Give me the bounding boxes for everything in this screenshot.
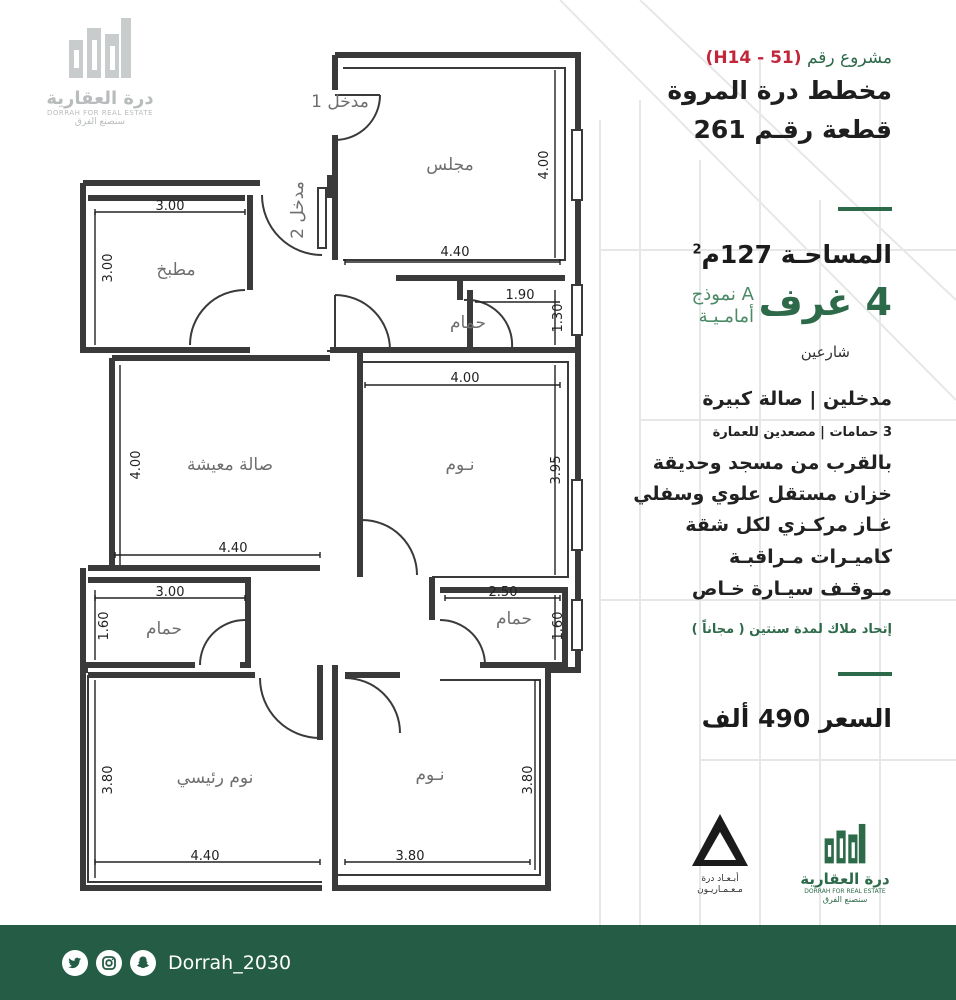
dim-label: 4.40	[190, 849, 220, 864]
dim-label: 1.90	[505, 288, 535, 303]
partner-line1: أبـعـاد درة	[701, 874, 739, 884]
feature-item: مدخلين | صالة كبيرة	[702, 388, 892, 410]
brand-name-en: DORRAH FOR REAL ESTATE	[804, 888, 886, 895]
brand-name-en: DORRAH FOR REAL ESTATE	[47, 109, 153, 117]
feature-item: غـاز مركـزي لكل شقة	[685, 514, 892, 536]
room-label-bedroom-right: نـوم	[445, 455, 475, 475]
feature-item: كاميـرات مـراقبـة	[728, 546, 892, 568]
brand-slogan: سنصنع الفرق	[822, 895, 868, 904]
feature-item: خزان مستقل علوي وسفلي	[633, 483, 892, 505]
separator	[838, 672, 892, 676]
room-label-kitchen: مطبخ	[156, 260, 196, 280]
model-line1: نموذج A	[691, 284, 754, 305]
instagram-icon[interactable]	[96, 950, 122, 976]
room-label-bedroom-bottom: نـوم	[415, 765, 445, 785]
twitter-icon[interactable]	[62, 950, 88, 976]
project-label: مشروع رقم	[806, 48, 892, 68]
room-label-entrance2: مدخل 2	[288, 181, 308, 239]
dim-label: 3.80	[101, 765, 116, 795]
project-number	[602, 48, 892, 68]
area-unit-sup: 2	[692, 242, 702, 258]
brand-slogan: سنصنع الفرق	[74, 117, 126, 127]
dim-label: 1.30	[551, 303, 566, 333]
room-label-bath-left: حمام	[145, 619, 183, 639]
rooms-count: 4 غرف	[758, 280, 892, 324]
price-label: السعر	[818, 704, 892, 733]
area-line	[692, 240, 892, 269]
dim-label: 3.95	[549, 455, 564, 485]
price-unit: ألف	[701, 704, 750, 733]
dim-label: 3.00	[155, 585, 185, 600]
price-value: 490	[758, 704, 811, 733]
room-label-bath-upper: حمام	[449, 313, 487, 333]
social-links	[62, 950, 291, 976]
area-label: المساحـة	[780, 240, 892, 269]
separator	[838, 207, 892, 211]
model-line2: أمامـيـة	[698, 306, 754, 327]
streets-label: شارعين	[800, 343, 850, 361]
dim-label: 4.40	[440, 245, 470, 260]
room-label-master: نوم رئيسي	[176, 768, 254, 788]
plot-number: قطعة رقـم 261	[693, 115, 892, 144]
brand-logo-bottom	[790, 820, 900, 904]
brand-name: درة العقارية	[800, 870, 890, 888]
dim-label: 4.40	[218, 541, 248, 556]
room-label-bath-right: حمام	[495, 609, 533, 629]
triangle-logo-icon	[688, 810, 752, 870]
area-value: 127	[719, 240, 772, 269]
room-label-entrance1: مدخل 1	[311, 92, 369, 112]
dim-label: 3.00	[155, 199, 185, 214]
dim-label: 3.80	[395, 849, 425, 864]
project-info	[602, 48, 892, 144]
partner-line2: مـعـمـاريـون	[697, 885, 743, 895]
dim-label: 3.80	[521, 765, 536, 795]
project-code: (H14 - 51)	[705, 48, 802, 68]
dim-label: 4.00	[450, 371, 480, 386]
dim-label: 2.50	[488, 585, 518, 600]
feature-item: مـوقـف سيـارة خـاص	[691, 578, 892, 600]
dorrah-logo-mark-icon	[822, 820, 868, 866]
price-line	[702, 704, 892, 733]
footer-bar	[0, 925, 956, 1000]
snapchat-icon[interactable]	[130, 950, 156, 976]
dim-label: 1.60	[97, 611, 112, 641]
partner-logo	[680, 810, 760, 896]
room-label-majlis: مجلس	[426, 155, 474, 175]
model-type	[692, 284, 754, 328]
project-title: مخطط درة المروة	[667, 76, 892, 105]
social-handle[interactable]: Dorrah_2030	[168, 952, 292, 974]
dim-label: 4.00	[537, 150, 552, 180]
area-unit: م	[701, 240, 720, 269]
room-label-living: صالة معيشة	[186, 455, 274, 475]
feature-item: 3 حمامات | مصعدين للعمارة	[712, 425, 892, 440]
owners-association: إتحاد ملاك لمدة سنتين ( مجاناً )	[691, 622, 892, 637]
brand-name: درة العقارية	[46, 88, 154, 109]
dim-label: 3.00	[101, 253, 116, 283]
dim-label: 4.00	[129, 450, 144, 480]
feature-item: بالقرب من مسجد وحديقة	[652, 452, 892, 474]
dim-label: 1.60	[551, 611, 566, 641]
